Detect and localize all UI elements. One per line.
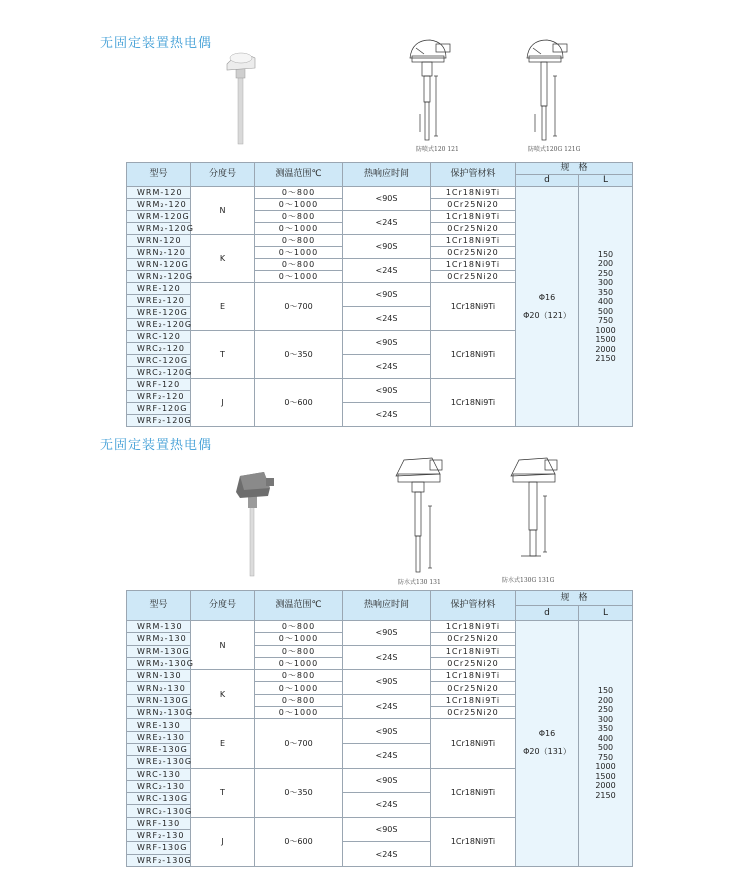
range-cell: 0～800 [255,670,343,682]
material-cell: 0Cr25Ni20 [431,247,516,259]
model-cell: WRF-120G [127,403,191,415]
thermocouple-drawing-1b [515,36,575,144]
model-cell: WRE-120 [127,283,191,295]
header-range: 测温范围℃ [255,163,343,187]
model-cell: WRF-130G [127,842,191,854]
range-cell: 0～350 [255,331,343,379]
model-cell: WRE-120G [127,307,191,319]
index-cell: J [191,817,255,866]
model-cell: WRC-120 [127,331,191,343]
model-cell: WRF₂-120 [127,391,191,403]
thermocouple-drawing-2a [390,456,450,576]
model-cell: WRE₂-130G [127,756,191,768]
range-cell: 0～1000 [255,633,343,645]
drawing-1b-caption: 防喷式120G 121G [528,146,581,153]
model-cell: WRM-120 [127,187,191,199]
model-cell: WRE₂-120 [127,295,191,307]
header-range: 测温范围℃ [255,591,343,621]
model-cell: WRN-120G [127,259,191,271]
material-cell: 1Cr18Ni9Ti [431,187,516,199]
range-cell: 0～800 [255,211,343,223]
spec-table-1 [126,162,633,427]
response-cell: <90S [343,283,431,307]
L-value: 1500 [595,335,616,344]
model-cell: WRM-130 [127,621,191,633]
thermocouple-drawing-2b [505,456,565,576]
range-cell: 0～1000 [255,657,343,669]
material-cell: 0Cr25Ni20 [431,271,516,283]
L-value: 250 [597,705,614,715]
header-response: 热响应时间 [343,163,431,187]
header-material: 保护管材料 [431,163,516,187]
L-value: 400 [597,297,614,306]
model-cell: WRN₂-130 [127,682,191,694]
header-spec: 规 格 [516,163,633,175]
header-index: 分度号 [191,163,255,187]
section-1-title: 无固定装置热电偶 [100,36,213,51]
model-cell: WRC₂-120G [127,367,191,379]
response-cell: <24S [343,355,431,379]
thermocouple-photo-1 [222,46,262,146]
header-L: L [579,175,633,187]
index-cell: E [191,719,255,768]
range-cell: 0～800 [255,645,343,657]
material-cell: 0Cr25Ni20 [431,707,516,719]
d-values-cell [516,187,579,427]
response-cell: <90S [343,331,431,355]
L-value: 150 [597,249,614,259]
d-value: Φ20（131） [523,747,571,757]
material-cell: 1Cr18Ni9Ti [431,283,516,331]
material-cell: 1Cr18Ni9Ti [431,719,516,768]
index-cell: K [191,235,255,283]
L-value: 1000 [595,762,616,772]
L-value: 200 [597,259,614,268]
L-value: 200 [597,695,614,705]
model-cell: WRE₂-130 [127,731,191,743]
L-value: 1000 [595,325,616,335]
material-cell: 1Cr18Ni9Ti [431,379,516,427]
model-cell: WRN₂-130G [127,707,191,719]
L-value: 2150 [595,790,616,800]
response-cell: <90S [343,379,431,403]
model-cell: WRN-130 [127,670,191,682]
L-value: 1500 [595,771,616,781]
response-cell: <90S [343,817,431,842]
model-cell: WRM₂-120 [127,199,191,211]
header-response: 热响应时间 [343,591,431,621]
index-cell: K [191,670,255,719]
L-value: 300 [597,278,614,287]
L-value: 350 [597,724,614,734]
thermocouple-drawing-1a [398,36,458,144]
material-cell: 1Cr18Ni9Ti [431,645,516,657]
range-cell: 0～600 [255,379,343,427]
material-cell: 1Cr18Ni9Ti [431,621,516,633]
range-cell: 0～700 [255,719,343,768]
model-cell: WRE-130G [127,743,191,755]
range-cell: 0～1000 [255,223,343,235]
header-model: 型号 [127,591,191,621]
model-cell: WRM₂-120G [127,223,191,235]
header-spec: 规 格 [516,591,633,606]
model-cell: WRM-120G [127,211,191,223]
L-value: 300 [597,714,614,724]
header-d: d [516,175,579,187]
drawing-1a-caption: 防喷式120 121 [416,146,459,153]
L-value: 500 [597,306,614,316]
model-cell: WRN₂-120 [127,247,191,259]
model-cell: WRC₂-130 [127,780,191,792]
index-cell: J [191,379,255,427]
response-cell: <90S [343,670,431,695]
model-cell: WRC-130 [127,768,191,780]
L-value: 750 [597,752,614,762]
response-cell: <90S [343,768,431,793]
header-L: L [579,606,633,621]
response-cell: <24S [343,307,431,331]
material-cell: 0Cr25Ni20 [431,223,516,235]
model-cell: WRC-120G [127,355,191,367]
material-cell: 1Cr18Ni9Ti [431,694,516,706]
model-cell: WRE₂-120G [127,319,191,331]
range-cell: 0～800 [255,235,343,247]
drawing-2b-caption: 防水式130G 131G [502,577,555,584]
range-cell: 0～600 [255,817,343,866]
header-model: 型号 [127,163,191,187]
response-cell: <24S [343,259,431,283]
L-values-cell [579,187,633,427]
range-cell: 0～700 [255,283,343,331]
L-value: 500 [597,743,614,753]
response-cell: <24S [343,645,431,670]
model-cell: WRF₂-130G [127,854,191,866]
range-cell: 0～1000 [255,707,343,719]
d-value: Φ16 [538,729,556,739]
model-cell: WRC₂-120 [127,343,191,355]
range-cell: 0～800 [255,694,343,706]
model-cell: WRF₂-130 [127,830,191,842]
material-cell: 0Cr25Ni20 [431,199,516,211]
range-cell: 0～800 [255,259,343,271]
d-values-cell [516,621,579,867]
range-cell: 0～1000 [255,199,343,211]
header-index: 分度号 [191,591,255,621]
material-cell: 1Cr18Ni9Ti [431,259,516,271]
response-cell: <90S [343,621,431,646]
response-cell: <24S [343,743,431,768]
index-cell: E [191,283,255,331]
range-cell: 0～1000 [255,271,343,283]
index-cell: N [191,187,255,235]
model-cell: WRE-130 [127,719,191,731]
material-cell: 1Cr18Ni9Ti [431,235,516,247]
response-cell: <24S [343,793,431,818]
response-cell: <90S [343,187,431,211]
model-cell: WRF-120 [127,379,191,391]
model-cell: WRC-130G [127,793,191,805]
header-d: d [516,606,579,621]
thermocouple-photo-2 [230,466,280,578]
L-value: 2000 [595,344,616,354]
index-cell: T [191,768,255,817]
material-cell: 0Cr25Ni20 [431,633,516,645]
range-cell: 0～800 [255,621,343,633]
model-cell: WRN₂-120G [127,271,191,283]
material-cell: 1Cr18Ni9Ti [431,211,516,223]
d-value: Φ16 [538,292,556,302]
model-cell: WRM₂-130G [127,657,191,669]
response-cell: <24S [343,403,431,427]
material-cell: 0Cr25Ni20 [431,657,516,669]
L-value: 150 [597,686,614,696]
model-cell: WRC₂-130G [127,805,191,817]
model-cell: WRM-130G [127,645,191,657]
model-cell: WRN-130G [127,694,191,706]
d-value: Φ20（121） [523,310,571,320]
response-cell: <24S [343,694,431,719]
model-cell: WRM₂-130 [127,633,191,645]
response-cell: <24S [343,842,431,867]
spec-table-2 [126,590,633,867]
L-value: 400 [597,733,614,743]
material-cell: 1Cr18Ni9Ti [431,331,516,379]
response-cell: <90S [343,719,431,744]
L-value: 2150 [595,354,616,363]
response-cell: <90S [343,235,431,259]
material-cell: 1Cr18Ni9Ti [431,817,516,866]
L-value: 750 [597,316,614,325]
range-cell: 0～800 [255,187,343,199]
material-cell: 1Cr18Ni9Ti [431,768,516,817]
response-cell: <24S [343,211,431,235]
material-cell: 1Cr18Ni9Ti [431,670,516,682]
L-value: 2000 [595,781,616,791]
material-cell: 0Cr25Ni20 [431,682,516,694]
model-cell: WRN-120 [127,235,191,247]
model-cell: WRF₂-120G [127,415,191,427]
L-value: 250 [597,268,614,278]
index-cell: T [191,331,255,379]
L-values-cell [579,621,633,867]
drawing-2a-caption: 防水式130 131 [398,579,441,586]
range-cell: 0～1000 [255,682,343,694]
index-cell: N [191,621,255,670]
L-value: 350 [597,287,614,297]
range-cell: 0～350 [255,768,343,817]
section-2-title: 无固定装置热电偶 [100,438,213,453]
model-cell: WRF-130 [127,817,191,829]
range-cell: 0～1000 [255,247,343,259]
header-material: 保护管材料 [431,591,516,621]
